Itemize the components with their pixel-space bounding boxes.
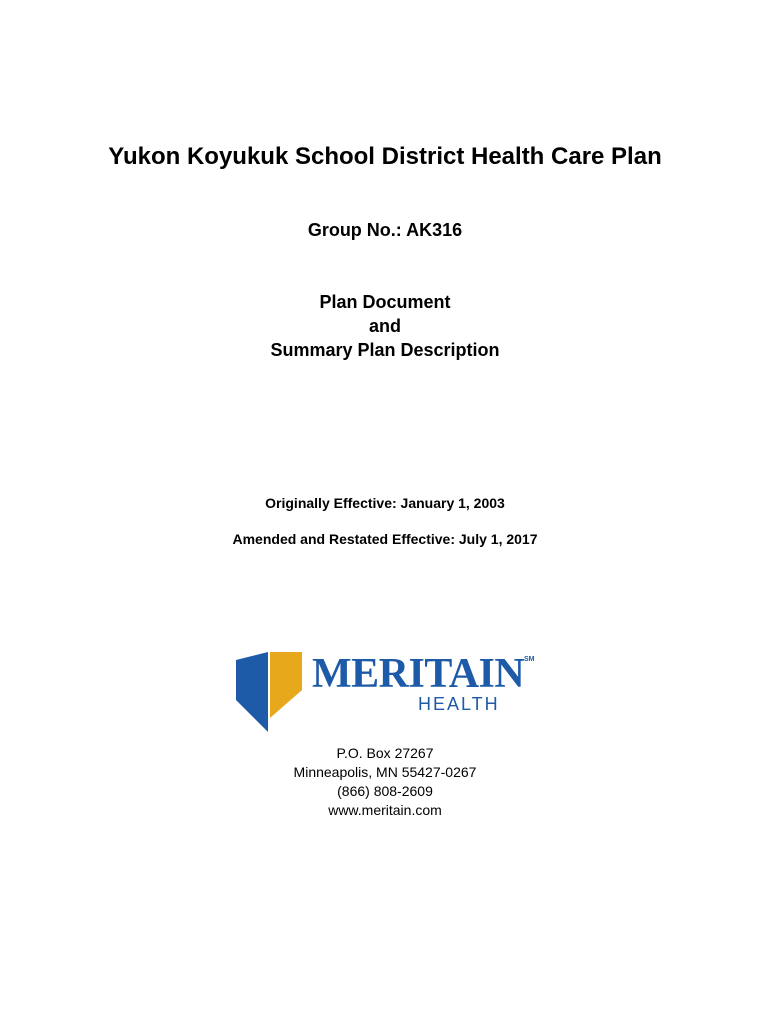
doc-type-line-3: Summary Plan Description [270, 340, 500, 360]
doc-type-line-1: Plan Document [319, 292, 451, 312]
logo-service-mark: SM [524, 656, 535, 663]
contact-address [0, 744, 770, 820]
website: www.meritain.com [328, 802, 442, 818]
meritain-shield-icon [236, 652, 304, 732]
meritain-health-logo [236, 652, 546, 732]
document-title: Yukon Koyukuk School District Health Care Plan [108, 143, 662, 170]
document-type-block [0, 290, 770, 362]
logo-health-word: HEALTH [418, 694, 500, 714]
original-effective-date: Originally Effective: January 1, 2003 [265, 495, 505, 511]
city-state-zip: Minneapolis, MN 55427-0267 [293, 764, 477, 780]
logo-brand-word: MERITAIN [312, 651, 525, 697]
group-number: Group No.: AK316 [307, 220, 463, 240]
effective-dates [0, 493, 770, 549]
doc-type-line-2: and [368, 316, 401, 336]
phone-number: (866) 808-2609 [337, 783, 433, 799]
amended-effective-date: Amended and Restated Effective: July 1, 2017 [232, 531, 538, 547]
po-box: P.O. Box 27267 [336, 745, 434, 761]
